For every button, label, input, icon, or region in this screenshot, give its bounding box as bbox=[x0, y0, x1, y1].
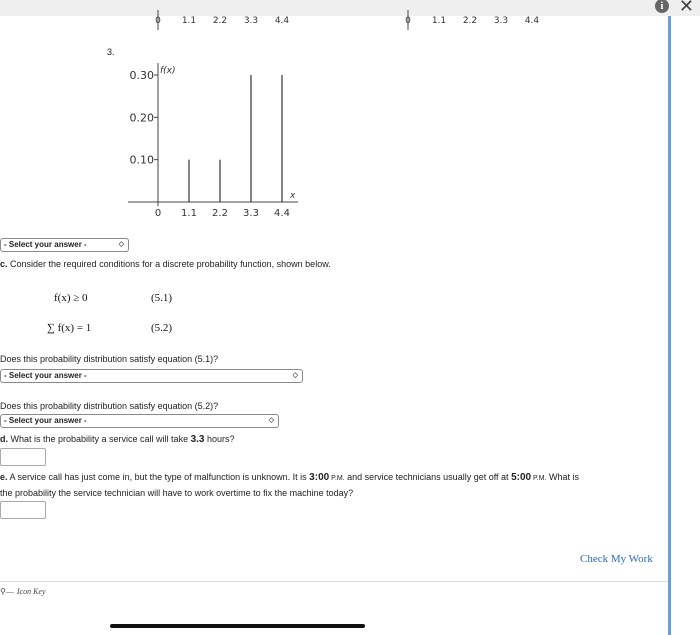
select-arrows-icon: ◇ bbox=[118, 241, 124, 248]
part-e-text-mid: and service technicians usually get off at bbox=[344, 472, 512, 482]
part-e-time-1: 3:00 bbox=[309, 472, 330, 483]
x-tick-label: 3.3 bbox=[243, 16, 259, 26]
x-tick-label: 0 bbox=[405, 16, 411, 26]
y-tick-label: 0.20 bbox=[129, 111, 154, 125]
part-e-pm-1: P.M. bbox=[329, 475, 345, 482]
icon-key-label: Icon Key bbox=[16, 587, 46, 596]
x-tick-label: 3.3 bbox=[243, 208, 259, 219]
answer-input-e[interactable] bbox=[0, 501, 46, 519]
part-d-value: 3.3 bbox=[190, 434, 205, 445]
part-e-letter: e. bbox=[0, 472, 8, 482]
part-d-letter: d. bbox=[0, 434, 8, 444]
item-number: 3. bbox=[107, 47, 115, 57]
top-icons bbox=[655, 0, 694, 14]
y-tick-label: 0.30 bbox=[129, 69, 154, 82]
x-tick-label: 0 bbox=[154, 208, 162, 219]
icon-key[interactable] bbox=[0, 587, 46, 596]
x-tick-label: 4.4 bbox=[524, 16, 540, 26]
equation-5-1: f(x) ≥ 0 bbox=[54, 292, 88, 304]
select-label: - Select your answer - bbox=[4, 240, 87, 249]
x-tick-label: 0 bbox=[155, 16, 161, 26]
key-icon: ⚲— bbox=[0, 587, 14, 596]
answer-select-2[interactable] bbox=[0, 369, 303, 383]
part-e-pm-2: P.M. bbox=[531, 475, 547, 482]
x-tick-label: 4.4 bbox=[274, 16, 290, 26]
part-e-prompt-line2: the probability the service technician will have to work overtime to fix the machine today? bbox=[0, 488, 354, 498]
y-axis-label: f(x) bbox=[160, 66, 176, 76]
y-tick-label: 0.10 bbox=[129, 153, 154, 167]
equation-5-2-number: (5.2) bbox=[151, 322, 173, 334]
close-icon[interactable]: ✕ bbox=[678, 0, 694, 16]
part-e-time-2: 5:00 bbox=[511, 472, 532, 483]
part-d-text-end: hours? bbox=[204, 434, 235, 444]
x-tick-label: 2.2 bbox=[212, 16, 228, 26]
question-5-1: Does this probability distribution satisfy equation (5.1)? bbox=[0, 354, 219, 364]
equation-5-2: ∑ f(x) = 1 bbox=[47, 322, 92, 334]
partial-chart-b bbox=[400, 10, 560, 40]
select-label: - Select your answer - bbox=[4, 371, 87, 380]
part-e-text: A service call has just come in, but the type of malfunction is unknown. It is bbox=[7, 472, 310, 482]
select-arrows-icon: ◇ bbox=[268, 417, 274, 424]
part-c-letter: c. bbox=[0, 259, 8, 269]
x-axis-label: x bbox=[290, 191, 296, 201]
answer-select-3[interactable] bbox=[0, 414, 279, 428]
part-e-text-end: What is bbox=[546, 472, 580, 482]
select-arrows-icon: ◇ bbox=[292, 372, 298, 379]
right-scroll-rail bbox=[668, 16, 671, 635]
x-tick-label: 1.1 bbox=[181, 16, 197, 26]
footer-divider bbox=[0, 581, 668, 582]
partial-chart-a bbox=[150, 10, 310, 40]
top-bar bbox=[0, 0, 700, 16]
answer-input-d[interactable] bbox=[0, 448, 46, 466]
x-tick-label: 4.4 bbox=[274, 208, 290, 219]
part-c-text: Consider the required conditions for a discrete probability function, shown below. bbox=[7, 259, 331, 269]
part-d-prompt bbox=[0, 434, 235, 445]
x-tick-label: 1.1 bbox=[181, 208, 197, 219]
part-e-prompt-line1 bbox=[0, 472, 579, 483]
x-tick-label: 3.3 bbox=[493, 16, 509, 26]
select-label: - Select your answer - bbox=[4, 416, 87, 425]
x-tick-label: 2.2 bbox=[212, 208, 228, 219]
info-icon[interactable]: i bbox=[655, 0, 669, 13]
home-indicator bbox=[110, 624, 365, 628]
equation-5-1-number: (5.1) bbox=[151, 292, 173, 304]
question-5-2: Does this probability distribution satisfy equation (5.2)? bbox=[0, 401, 219, 411]
x-tick-label: 1.1 bbox=[431, 16, 447, 26]
part-c-prompt bbox=[0, 259, 331, 269]
x-tick-label: 2.2 bbox=[462, 16, 478, 26]
check-my-work-link[interactable]: Check My Work bbox=[580, 553, 653, 565]
probability-bar-chart bbox=[120, 50, 310, 220]
part-d-text: What is the probability a service call will take bbox=[8, 434, 191, 444]
answer-select-1[interactable] bbox=[0, 238, 129, 252]
